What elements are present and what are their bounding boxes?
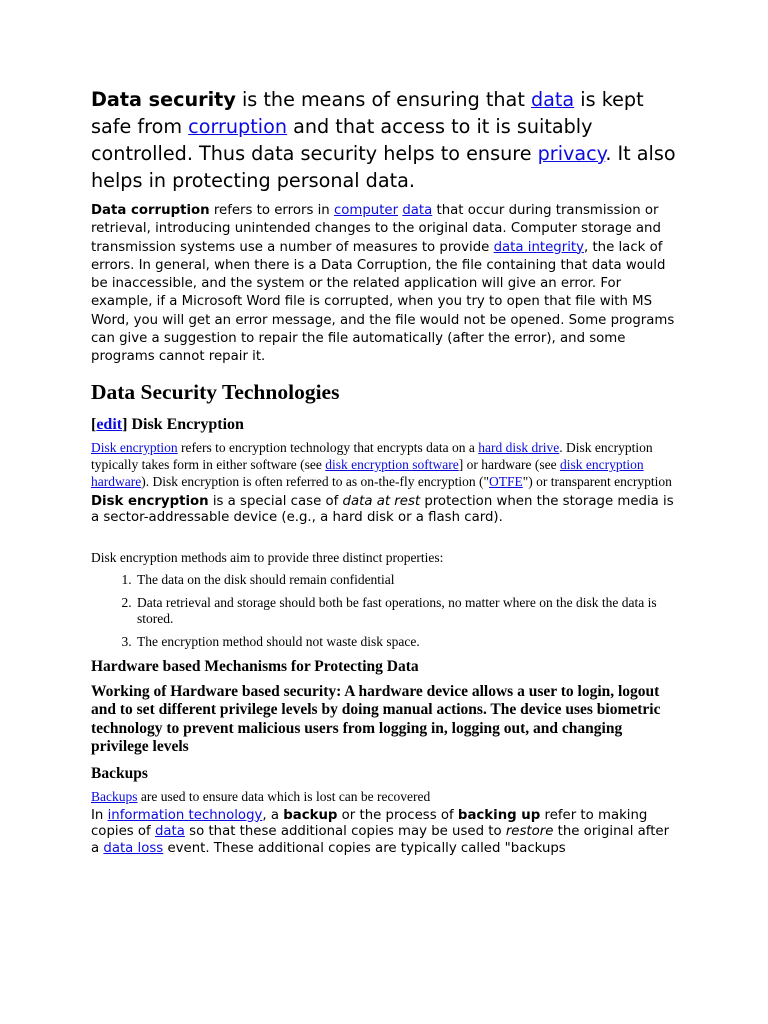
intro-text: is kept safe from — [91, 88, 644, 138]
corruption-text: refers to errors in — [209, 203, 334, 218]
backup-text: In — [91, 807, 108, 823]
link-backups[interactable]: Backups — [91, 788, 138, 804]
backup-text: refer to making copies of — [91, 807, 648, 840]
corruption-text: that occur during transmission or retrieval, introducing unintended changes to the original data. Computer storage and transmission systems use a number of measures to provide — [91, 203, 661, 255]
link-information-technology[interactable]: information technology — [107, 807, 263, 823]
subsection-heading — [91, 414, 681, 436]
intro-text: and that access to it is suitably controlled. Thus data security helps to ensure — [91, 115, 593, 165]
link-privacy[interactable]: privacy — [537, 142, 606, 165]
term-data-corruption: Data corruption — [91, 203, 210, 218]
term-data-security: Data security — [91, 88, 236, 111]
backup-paragraph — [91, 808, 681, 858]
disk-encryption-paragraph — [91, 439, 681, 490]
intro-text: . It also helps in protecting personal data. — [91, 142, 676, 192]
list-item: 1. The data on the disk should remain confidential — [135, 572, 681, 588]
link-corruption[interactable]: corruption — [188, 115, 287, 138]
de2-text: is a special case of — [208, 493, 343, 509]
hardware-heading: Hardware based Mechanisms for Protecting Data — [91, 657, 419, 675]
backups-line — [91, 788, 681, 805]
strong-backing-up: backing up — [457, 807, 541, 823]
disk-encryption-paragraph-2 — [91, 494, 681, 527]
backup-text: so that these additional copies may be used to — [184, 824, 506, 840]
link-data-loss[interactable]: data loss — [103, 840, 164, 856]
link-data-integrity[interactable]: data integrity — [493, 239, 584, 255]
corruption-paragraph — [91, 202, 681, 367]
em-data-at-rest: data at rest — [342, 493, 421, 509]
list-item: 3. The encryption method should not waste disk space. — [135, 634, 681, 650]
document-page — [91, 86, 681, 857]
backups-text: are used to ensure data which is lost can be recovered — [137, 788, 431, 804]
link-otfe[interactable]: OTFE — [489, 473, 523, 489]
edit-bracket: ] — [122, 415, 128, 433]
link-hard-disk-drive[interactable]: hard disk drive — [478, 439, 560, 455]
de-text: ] or hardware (see — [458, 456, 560, 472]
em-restore: restore — [505, 824, 554, 840]
methods-intro: Disk encryption methods aim to provide three distinct properties: — [91, 549, 444, 565]
link-data[interactable]: data — [530, 88, 575, 111]
de-text: . Disk encryption typically takes form in either software (see — [91, 439, 653, 472]
subsection-title: Disk Encryption — [127, 415, 244, 433]
de-text: ). Disk encryption is often referred to as on-the-fly encryption (" — [141, 473, 489, 489]
corruption-text: , the lack of errors. In general, when there is a Data Corruption, the file containing that data would be inaccessible, and the system or the related application will give an error. For example, if a Microsoft Word file is corrupted, when you try to open that file with MS Word, you will get an error message, and the file would not be opened. Some programs can give a suggestion to repair the file automatically (after the error), and some programs cannot repair it. — [91, 239, 675, 365]
link-disk-encryption-software[interactable]: disk encryption software — [325, 456, 459, 472]
section-heading: Data Security Technologies — [91, 379, 340, 404]
hardware-paragraph: Working of Hardware based security: A hardware device allows a user to login, logout and to set different privilege levels by doing manual actions. The device uses biometric technology to prevent malicious users from logging in, logging out, and changing privilege levels — [91, 682, 661, 756]
link-disk-encryption[interactable]: Disk encryption — [91, 439, 178, 455]
backup-text: event. These additional copies are typically called "backups — [163, 840, 566, 856]
link-data-3[interactable]: data — [154, 824, 185, 840]
link-disk-encryption-hardware[interactable]: disk encryption hardware — [91, 456, 644, 489]
edit-bracket: [ — [91, 415, 97, 433]
term-disk-encryption: Disk encryption — [91, 493, 209, 509]
backup-text: , a — [262, 807, 284, 823]
properties-list — [91, 572, 681, 650]
backup-text: the original after a — [91, 824, 670, 856]
backups-heading: Backups — [91, 764, 148, 782]
link-data-2[interactable]: data — [402, 203, 433, 218]
strong-backup: backup — [283, 807, 338, 823]
intro-text: is the means of ensuring that — [235, 88, 531, 111]
de-text: ") or transparent encryption — [522, 473, 672, 489]
list-item: 2. Data retrieval and storage should both be fast operations, no matter where on the disk the data is stored. — [135, 595, 681, 627]
de-text: refers to encryption technology that encrypts data on a — [177, 439, 479, 455]
link-computer[interactable]: computer — [333, 203, 399, 218]
edit-link[interactable]: edit — [96, 415, 123, 433]
backup-text: or the process of — [337, 807, 458, 823]
intro-paragraph — [91, 86, 681, 194]
de2-text: protection when the storage media is a sector-addressable device (e.g., a hard disk or a flash card). — [91, 493, 674, 526]
